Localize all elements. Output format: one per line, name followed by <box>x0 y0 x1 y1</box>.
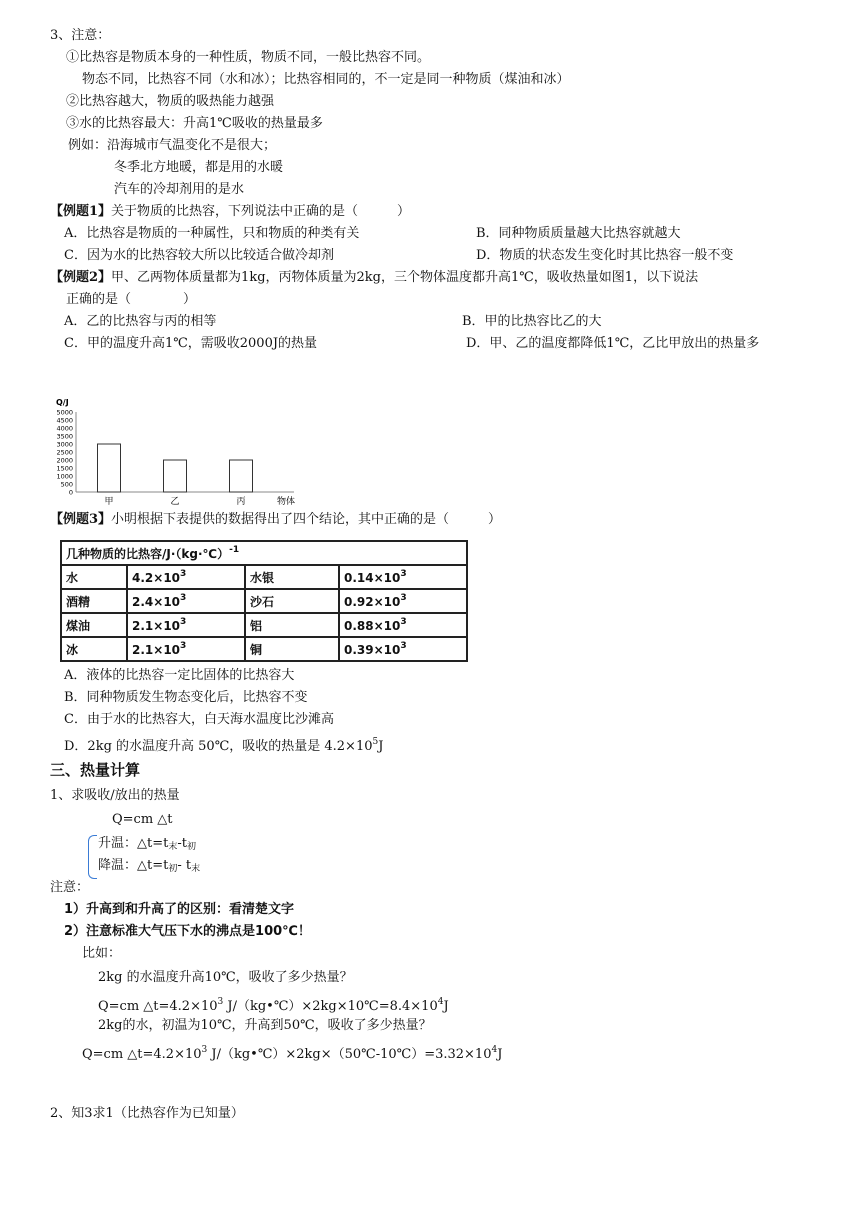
example-2-option-a[interactable]: A．乙的比热容与丙的相等 <box>64 314 217 329</box>
chart-bar <box>230 460 253 492</box>
chart-y-tick-label: 2500 <box>56 448 73 457</box>
substance-value: $0.92\times 10^3$ <box>339 589 467 613</box>
chart-y-tick-label: 1000 <box>56 472 73 481</box>
example-1-option-c[interactable]: C．因为水的比热容较大所以比较适合做冷却剂 <box>64 248 334 263</box>
note-line-7: 汽车的冷却剂用的是水 <box>114 182 245 197</box>
chart-x-tick-label: 甲 <box>104 497 114 507</box>
attention-point-2: 2）注意标准大气压下水的沸点是100℃！ <box>64 924 311 939</box>
substance-value: $2.1\times 10^3$ <box>127 613 245 637</box>
chart-y-tick-label: 3000 <box>56 440 73 449</box>
temperature-rise-formula: 升温：△t=t末-t初 <box>98 836 196 852</box>
heat-formula: Q=cm △t <box>112 812 173 827</box>
subsection-1-title: 1、求吸收/放出的热量 <box>50 788 180 803</box>
example-label: 比如： <box>82 946 122 961</box>
substance-value: $0.88\times 10^3$ <box>339 613 467 637</box>
temperature-fall-formula: 降温：△t=t初- t末 <box>98 858 201 874</box>
table-row <box>61 637 467 661</box>
sample-question-2: 2kg的水，初温为10℃，升高到50℃，吸收了多少热量？ <box>98 1018 432 1033</box>
note-line-2: 物态不同，比热容不同（水和冰）；比热容相同的，不一定是同一种物质（煤油和冰） <box>82 72 570 87</box>
attention-point-1: 1）升高到和升高了的区别：看清楚文字 <box>64 902 295 917</box>
example-1-tag: 【例题1】 <box>50 204 112 219</box>
example-2-stem-1: 甲、乙两物体质量都为1kg，丙物体质量为2kg，三个物体温度都升高1℃，吸收热量如图1，以下说法 <box>111 270 699 285</box>
example-2-option-c[interactable]: C．甲的温度升高1℃，需吸收2000J的热量 <box>64 336 318 351</box>
substance-name: 酒精 <box>61 589 127 613</box>
heat-bar-chart <box>54 394 314 510</box>
substance-name: 铝 <box>245 613 339 637</box>
example-2-question <box>50 268 698 288</box>
table-title-row <box>61 541 467 565</box>
example-1-question <box>50 202 410 222</box>
section-title: 三、热量计算 <box>50 761 141 779</box>
note-line-6: 冬季北方地暖，都是用的水暖 <box>114 160 284 175</box>
note-line-1: ①比热容是物质本身的一种性质，物质不同，一般比热容不同。 <box>66 50 431 65</box>
chart-bar <box>98 444 121 492</box>
substance-value: $0.39\times 10^3$ <box>339 637 467 661</box>
substance-name: 煤油 <box>61 613 127 637</box>
chart-x-axis-label: 物体 <box>276 497 296 507</box>
example-2-tag: 【例题2】 <box>50 270 112 285</box>
example-3-option-c[interactable]: C．由于水的比热容大，白天海水温度比沙滩高 <box>64 712 334 727</box>
substance-value: $2.1\times 10^3$ <box>127 637 245 661</box>
chart-y-tick-label: 2000 <box>56 456 73 465</box>
example-1-option-d[interactable]: D．物质的状态发生变化时其比热容一般不变 <box>476 248 734 263</box>
chart-y-tick-label: 500 <box>60 480 73 489</box>
notes-heading: 3、注意： <box>50 28 111 43</box>
chart-y-tick-label: 4500 <box>56 416 73 425</box>
substance-name: 水银 <box>245 565 339 589</box>
example-2-option-d[interactable]: D．甲、乙的温度都降低1℃，乙比甲放出的热量多 <box>466 336 760 351</box>
table-row <box>61 565 467 589</box>
subsection-2-title: 2、知3求1（比热容作为已知量） <box>50 1106 244 1121</box>
example-3-option-b[interactable]: B．同种物质发生物态变化后，比热容不变 <box>64 690 308 705</box>
example-1-stem: 关于物质的比热容，下列说法中正确的是（ ） <box>111 204 411 219</box>
substance-value: $0.14\times 10^3$ <box>339 565 467 589</box>
chart-y-axis-label: Q/J <box>56 398 69 407</box>
chart-y-tick-label: 0 <box>68 488 73 497</box>
chart-y-tick-label: 3500 <box>56 432 73 441</box>
substance-name: 沙石 <box>245 589 339 613</box>
table-title: 几种物质的比热容/J·（kg·℃）$^{-1}$ <box>61 541 467 565</box>
sample-solution-1: Q=cm $\triangle t=4.2\times 10^3$ $J/(kg•℃)\times 2kg\times 10℃=8.4\times 10^4J$ <box>98 997 449 1014</box>
chart-y-tick-label: 4000 <box>56 424 73 433</box>
chart-y-tick-label: 1500 <box>56 464 73 473</box>
example-2-stem-2: 正确的是（ ） <box>66 292 197 307</box>
substance-value: $4.2\times 10^3$ <box>127 565 245 589</box>
example-1-option-b[interactable]: B．同种物质质量越大比热容就越大 <box>476 226 681 241</box>
specific-heat-table <box>60 540 468 662</box>
substance-name: 水 <box>61 565 127 589</box>
substance-name: 冰 <box>61 637 127 661</box>
table-row <box>61 589 467 613</box>
brace-bracket <box>88 835 97 879</box>
sample-solution-2: Q=cm $\triangle t=4.2\times 10^3$ $J/(kg•℃)\times 2kg\times(50℃-10℃)=3.32\times 10^4J$ <box>82 1045 503 1062</box>
note-line-5: 例如：沿海城市气温变化不是很大； <box>68 138 277 153</box>
note-line-4: ③水的比热容最大：升高1℃吸收的热量最多 <box>66 116 323 131</box>
substance-name: 铜 <box>245 637 339 661</box>
example-3-question <box>50 510 501 530</box>
example-3-tag: 【例题3】 <box>50 512 112 527</box>
chart-x-tick-label: 丙 <box>236 497 246 507</box>
table-row <box>61 613 467 637</box>
chart-y-tick-label: 5000 <box>56 408 73 417</box>
example-3-stem: 小明根据下表提供的数据得出了四个结论，其中正确的是（ ） <box>111 512 502 527</box>
chart-x-tick-label: 乙 <box>170 497 180 507</box>
example-3-option-d[interactable]: D．2kg 的水温度升高 50℃，吸收的热量是 $4.2\times 10^5J$ <box>64 737 384 754</box>
example-3-option-a[interactable]: A．液体的比热容一定比固体的比热容大 <box>64 668 295 683</box>
chart-bar <box>164 460 187 492</box>
note-line-3: ②比热容越大，物质的吸热能力越强 <box>66 94 275 109</box>
example-1-option-a[interactable]: A．比热容是物质的一种属性，只和物质的种类有关 <box>64 226 360 241</box>
attention-label: 注意： <box>50 880 90 895</box>
substance-value: $2.4\times 10^3$ <box>127 589 245 613</box>
example-2-option-b[interactable]: B．甲的比热容比乙的大 <box>462 314 602 329</box>
sample-question-1: 2kg 的水温度升高10℃，吸收了多少热量？ <box>98 970 353 985</box>
